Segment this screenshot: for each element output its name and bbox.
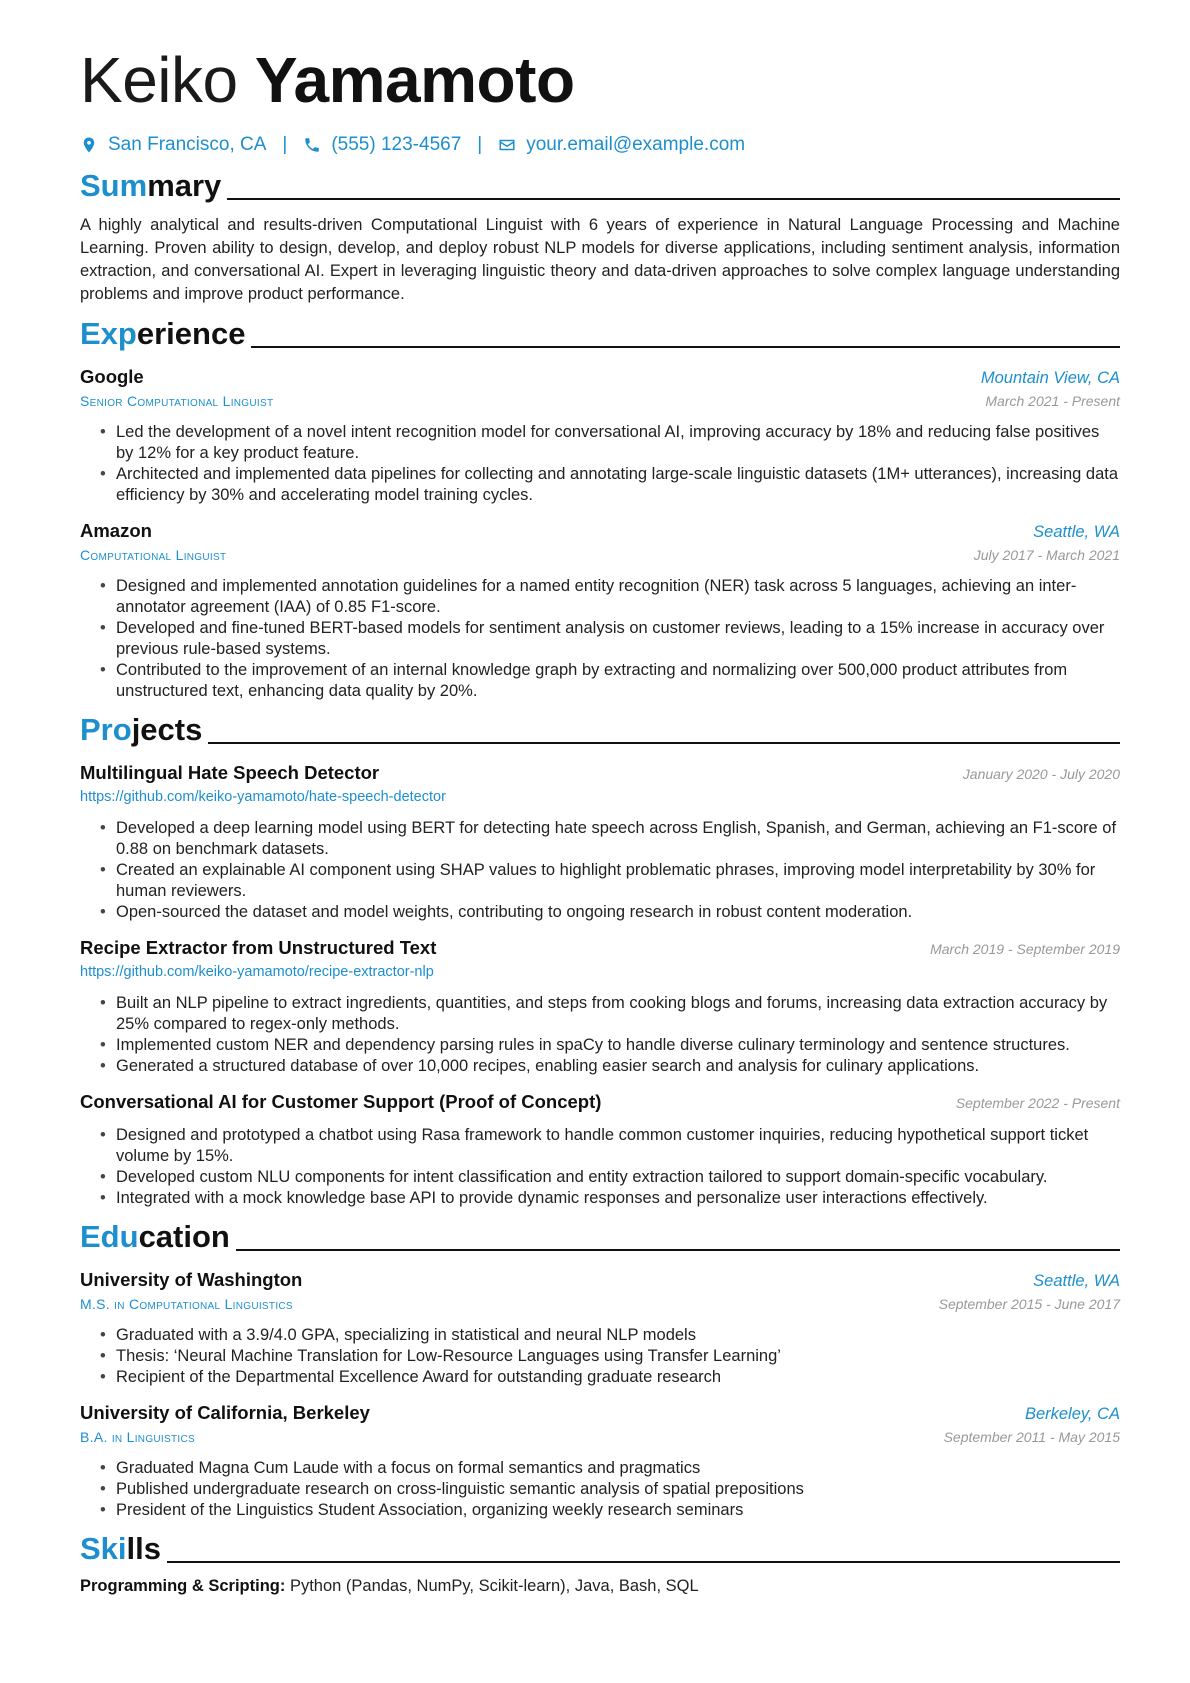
bullet-item: • Integrated with a mock knowledge base API to provide dynamic responses and personalize user interactions effectively. — [100, 1188, 1120, 1209]
project-entry — [80, 1089, 1120, 1209]
email-text: your.email@example.com — [526, 134, 746, 155]
last-name: Yamamoto — [254, 44, 575, 116]
contact-bar — [80, 132, 1120, 158]
section-title — [80, 1219, 230, 1255]
map-pin-icon — [80, 136, 98, 154]
section-title-accent: Sum — [80, 168, 148, 203]
section-title-accent: Edu — [80, 1219, 139, 1254]
section-title-rest: erience — [136, 316, 246, 351]
entry-location: Mountain View, CA — [980, 369, 1120, 387]
bullet-item: • Developed a deep learning model using BERT for detecting hate speech across English, Spanish, and German, achieving an F1-score of 0.88 on benchmark datasets. — [100, 818, 1120, 860]
envelope-icon — [498, 136, 516, 154]
section-title-rest: jects — [131, 712, 203, 747]
bullet-item: • Built an NLP pipeline to extract ingredients, quantities, and steps from cooking blogs and forums, increasing data extraction accuracy by 25% compared to regex-only methods. — [100, 993, 1120, 1035]
project-entry — [80, 935, 1120, 1077]
school-name: University of California, Berkeley — [80, 1402, 370, 1423]
bullet-item: • Published undergraduate research on cross-linguistic semantic analysis of spatial prepositions — [100, 1479, 1120, 1500]
bullet-list — [80, 576, 1120, 702]
entry-location: Seattle, WA — [1033, 523, 1120, 541]
entry-location: Berkeley, CA — [1024, 1405, 1120, 1423]
project-title: Conversational AI for Customer Support (Proof of Concept) — [80, 1091, 602, 1112]
section-title-rest: cation — [138, 1219, 230, 1254]
degree: B.A. in Linguistics — [80, 1429, 195, 1445]
bullet-list — [80, 818, 1120, 923]
bullet-item: • President of the Linguistics Student Association, organizing weekly research seminars — [100, 1500, 1120, 1521]
project-link[interactable]: https://github.com/keiko-yamamoto/recipe-extractor-nlp — [80, 964, 434, 980]
bullet-item: • Thesis: ‘Neural Machine Translation for Low-Resource Languages using Transfer Learning’ — [100, 1346, 1120, 1367]
experience-entry — [80, 518, 1120, 702]
bullet-item: • Graduated with a 3.9/4.0 GPA, specializing in statistical and neural NLP models — [100, 1325, 1120, 1346]
bullet-item: • Recipient of the Departmental Excellence Award for outstanding graduate research — [100, 1367, 1120, 1388]
entry-location: Seattle, WA — [1033, 1272, 1120, 1290]
entry-dates: September 2022 - Present — [955, 1095, 1120, 1111]
section-skills-heading — [80, 1529, 1120, 1567]
section-projects-heading — [80, 710, 1120, 748]
entry-dates: March 2021 - Present — [985, 393, 1120, 409]
location-text: San Francisco, CA — [108, 134, 267, 155]
project-link[interactable]: https://github.com/keiko-yamamoto/hate-speech-detector — [80, 789, 446, 805]
entry-dates: September 2015 - June 2017 — [938, 1296, 1120, 1312]
resume-page — [80, 40, 1120, 1596]
skills-line — [80, 1577, 1120, 1596]
section-experience-heading — [80, 314, 1120, 352]
education-entry — [80, 1267, 1120, 1388]
bullet-item: • Developed and fine-tuned BERT-based models for sentiment analysis on customer reviews, leading to a 15% increase in accuracy over previous rule-based systems. — [100, 618, 1120, 660]
job-role: Computational Linguist — [80, 547, 227, 563]
bullet-list — [80, 1458, 1120, 1521]
project-entry — [80, 760, 1120, 923]
phone-icon — [303, 136, 321, 154]
school-name: University of Washington — [80, 1269, 303, 1290]
section-rule — [236, 1249, 1120, 1251]
section-education-heading — [80, 1217, 1120, 1255]
bullet-item: • Led the development of a novel intent recognition model for conversational AI, improving accuracy by 18% and reducing false positives by 12% for a key product feature. — [100, 422, 1120, 464]
bullet-item: • Graduated Magna Cum Laude with a focus on formal semantics and pragmatics — [100, 1458, 1120, 1479]
section-rule — [251, 346, 1120, 348]
bullet-item: • Designed and prototyped a chatbot using Rasa framework to handle common customer inquiries, reducing hypothetical support ticket volume by 15%. — [100, 1125, 1120, 1167]
bullet-list — [80, 993, 1120, 1077]
section-summary-heading — [80, 166, 1120, 204]
section-rule — [208, 742, 1120, 744]
section-rule — [167, 1561, 1120, 1563]
summary-text: A highly analytical and results-driven Computational Linguist with 6 years of experience in Natural Language Processing and Machine Learning. Proven ability to design, develop, and deploy robust NLP models for diverse applications, including sentiment analysis, information extraction, and conversational AI. Expert in leveraging linguistic theory and data-driven approaches to solve complex language understanding problems and improve product performance. — [80, 216, 1120, 303]
degree: M.S. in Computational Linguistics — [80, 1296, 293, 1312]
contact-location — [80, 134, 266, 156]
bullet-item: • Created an explainable AI component using SHAP values to highlight problematic phrases, improving model interpretability by 30% for human reviewers. — [100, 860, 1120, 902]
bullet-item: • Designed and implemented annotation guidelines for a named entity recognition (NER) task across 5 languages, achieving an inter-annotator agreement (IAA) of 0.85 F1-score. — [100, 576, 1120, 618]
first-name: Keiko — [80, 44, 238, 116]
project-title: Recipe Extractor from Unstructured Text — [80, 937, 437, 958]
section-title-accent: Ski — [80, 1531, 127, 1566]
contact-separator: | — [282, 134, 288, 155]
skill-category-label: Programming & Scripting: — [80, 1577, 286, 1595]
section-title-accent: Exp — [80, 316, 137, 351]
bullet-list — [80, 422, 1120, 506]
bullet-item: • Contributed to the improvement of an internal knowledge graph by extracting and normalizing over 500,000 product attributes from unstructured text, enhancing data quality by 20%. — [100, 660, 1120, 702]
company-name: Amazon — [80, 520, 152, 541]
bullet-item: • Architected and implemented data pipelines for collecting and annotating large-scale linguistic datasets (1M+ utterances), increasing data efficiency by 30% and accelerating model training cycles. — [100, 464, 1120, 506]
section-title — [80, 1531, 161, 1567]
bullet-item: • Generated a structured database of over 10,000 recipes, enabling easier search and analysis for culinary applications. — [100, 1056, 1120, 1077]
phone-text: (555) 123-4567 — [331, 134, 462, 155]
experience-entry — [80, 364, 1120, 506]
candidate-name — [80, 40, 1120, 120]
section-title-rest: mary — [147, 168, 222, 203]
section-rule — [227, 198, 1120, 200]
section-title — [80, 712, 202, 748]
section-title — [80, 316, 245, 352]
job-role: Senior Computational Linguist — [80, 393, 274, 409]
entry-dates: September 2011 - May 2015 — [943, 1429, 1120, 1445]
section-title — [80, 168, 221, 204]
bullet-item: • Implemented custom NER and dependency parsing rules in spaCy to handle diverse culinary terminology and sentence structures. — [100, 1035, 1120, 1056]
bullet-item: • Open-sourced the dataset and model weights, contributing to ongoing research in robust content moderation. — [100, 902, 1120, 923]
bullet-list — [80, 1325, 1120, 1388]
contact-separator: | — [477, 134, 483, 155]
contact-email[interactable] — [498, 134, 745, 156]
project-title: Multilingual Hate Speech Detector — [80, 762, 380, 783]
company-name: Google — [80, 366, 144, 387]
entry-dates: January 2020 - July 2020 — [962, 766, 1120, 782]
entry-dates: July 2017 - March 2021 — [973, 547, 1120, 563]
section-title-rest: lls — [126, 1531, 161, 1566]
bullet-list — [80, 1125, 1120, 1209]
bullet-item: • Developed custom NLU components for intent classification and entity extraction tailored to support domain-specific vocabulary. — [100, 1167, 1120, 1188]
entry-dates: March 2019 - September 2019 — [930, 941, 1120, 957]
education-entry — [80, 1400, 1120, 1521]
skill-category-value: Python (Pandas, NumPy, Scikit-learn), Java, Bash, SQL — [289, 1577, 699, 1595]
contact-phone[interactable] — [303, 134, 461, 156]
section-title-accent: Pro — [80, 712, 132, 747]
